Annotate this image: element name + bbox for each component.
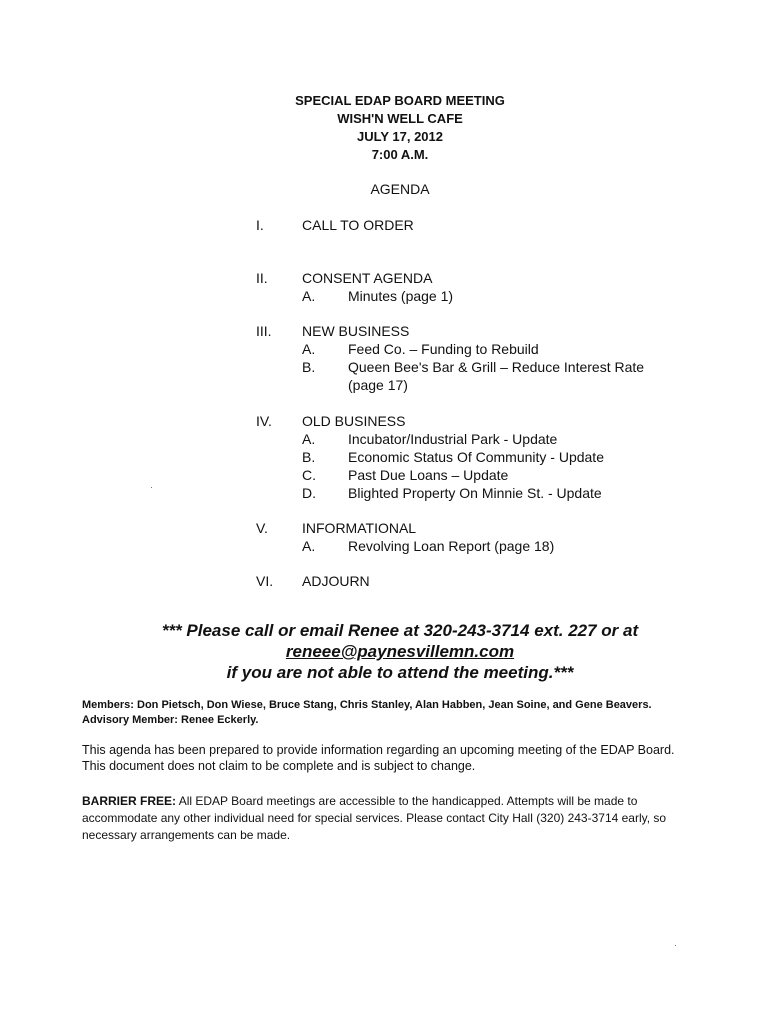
attendance-notice [0,620,770,683]
barrier-free-notice [82,793,692,844]
item-text: Past Due Loans – Update [348,467,509,483]
meeting-header [0,92,770,164]
notice-line-call: *** Please call or email Renee at 320-243-3714 ext. 227 or at [161,621,639,640]
item-letter: D. [302,485,316,501]
item-continuation: (page 17) [348,377,408,393]
item-text: Minutes (page 1) [348,288,454,304]
section-numeral: IV. [256,413,272,429]
section-numeral: VI. [256,573,274,589]
agenda-item [302,466,508,484]
meeting-time: 7:00 A.M. [371,147,429,162]
section-title: INFORMATIONAL [302,520,417,536]
agenda-item [302,448,604,466]
item-text: Revolving Loan Report (page 18) [348,538,555,554]
section-title: OLD BUSINESS [302,413,406,429]
section-numeral: III. [256,323,272,339]
section-title: CALL TO ORDER [302,217,414,233]
item-text: Blighted Property On Minnie St. - Update [348,485,602,501]
agenda-item [302,537,554,555]
members-list: Members: Don Pietsch, Don Wiese, Bruce Stang, Chris Stanley, Alan Habben, Jean Soine, and Gene Beavers. Advisory Member: Renee Eckerly. [82,699,652,726]
section-title: NEW BUSINESS [302,323,410,339]
item-letter: B. [302,449,316,465]
scan-speck [151,487,152,488]
barrier-free-text: All EDAP Board meetings are accessible to the handicapped. Attempts will be made to accommodate any other individual need for special services. Please contact City Hall (320) 243-3714 early, so necessary arrangements can be made. [82,794,667,842]
barrier-free-label: BARRIER FREE: [82,794,177,808]
meeting-title: SPECIAL EDAP BOARD MEETING [295,93,505,108]
item-letter: B. [302,359,316,375]
item-letter: A. [302,431,316,447]
item-text: Economic Status Of Community - Update [348,449,604,465]
agenda-title: AGENDA [370,181,430,197]
item-letter: C. [302,467,316,483]
agenda-item [302,340,539,358]
item-letter: A. [302,288,316,304]
meeting-location: WISH'N WELL CAFE [337,111,463,126]
agenda-item [302,430,557,448]
item-text: Feed Co. – Funding to Rebuild [348,341,539,357]
item-letter: A. [302,538,316,554]
contact-email-link[interactable]: reneee@paynesvillemn.com [285,642,515,661]
agenda-item [302,358,644,376]
item-text: Queen Bee's Bar & Grill – Reduce Interest Rate [348,359,645,375]
disclaimer-text: This agenda has been prepared to provide information regarding an upcoming meeting of the EDAP Board. This document does not claim to be complete and is subject to change. [82,743,675,773]
item-letter: A. [302,341,316,357]
section-title: CONSENT AGENDA [302,270,433,286]
section-numeral: I. [256,217,264,233]
section-numeral: V. [256,520,268,536]
agenda-item [302,287,453,305]
item-text: Incubator/Industrial Park - Update [348,431,558,447]
meeting-date: JULY 17, 2012 [356,129,444,144]
agenda-item [302,484,602,502]
section-numeral: II. [256,270,268,286]
section-title: ADJOURN [302,573,370,589]
notice-line-attend: if you are not able to attend the meeting.*** [226,663,574,682]
scan-speck [675,945,676,946]
